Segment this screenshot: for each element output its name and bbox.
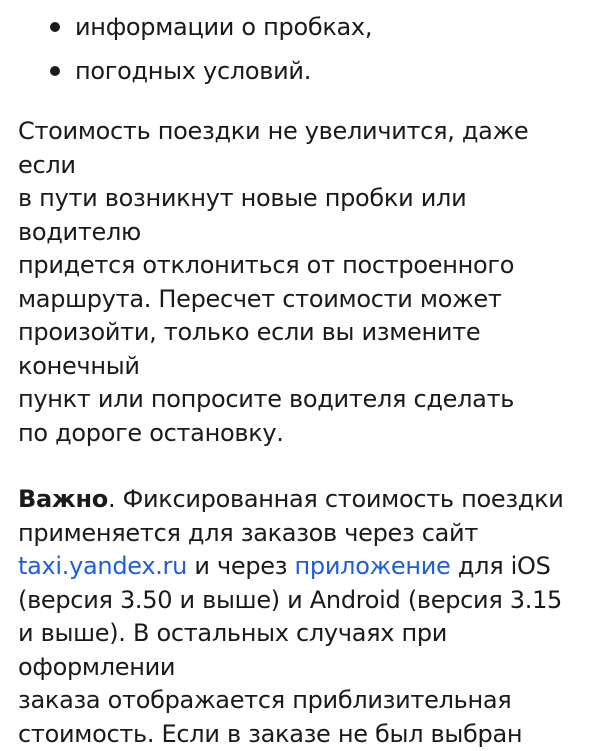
important-label: Важно [18,485,108,513]
text-line: применяется для заказов через сайт [18,518,479,547]
bullet-dot-icon [50,22,60,32]
text-line: по дороге остановку. [18,418,284,447]
taxi-site-link[interactable]: taxi.yandex.ru [18,552,188,580]
list-item [18,5,582,49]
text-line: Стоимость поездки не увеличится, даже если [18,117,529,179]
text-line: пункт или попросите водителя сделать [18,385,515,413]
text-line: придется отклониться от построенного [18,251,515,279]
text-line: (версия 3.50 и выше) и Android (версия 3.15 [18,585,563,614]
text-line: . Фиксированная стоимость поездки [107,485,564,513]
text-fragment: и через [187,552,295,580]
list-item-text: погодных условий. [75,57,312,85]
article-body [0,5,600,748]
bullet-dot-icon [50,66,60,76]
list-item-text: информации о пробках, [75,13,373,41]
text-line: в пути возникнут новые пробки или водителю [18,184,467,246]
text-fragment: для iOS [450,552,551,580]
app-link[interactable]: приложение [294,552,451,580]
text-line: стоимость. Если в заказе не был выбран [18,719,523,748]
text-line: и выше). В остальных случаях при оформлении [18,619,448,681]
text-line: маршрута. Пересчет стоимости может [18,284,502,313]
bullet-list [18,5,582,93]
paragraph-important [18,483,582,751]
paragraph-fixed-price [18,115,582,450]
list-item [18,49,582,93]
text-line: заказа отображается приблизительная [18,686,512,714]
text-line: произойти, только если вы измените конечный [18,318,481,380]
